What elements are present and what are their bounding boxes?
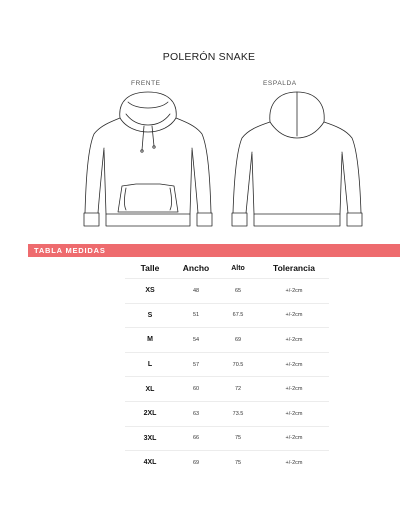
cell-height: 65	[217, 279, 259, 304]
table-row	[125, 451, 329, 475]
cell-height: 69	[217, 328, 259, 353]
front-view-label: FRENTE	[131, 80, 161, 87]
cell-width: 69	[175, 451, 217, 475]
cell-tolerance: +/-2cm	[259, 303, 329, 328]
section-band	[28, 244, 400, 257]
cell-height: 72	[217, 377, 259, 402]
hoodie-back-sketch	[228, 88, 366, 234]
cell-height: 67.5	[217, 303, 259, 328]
cell-size: M	[125, 328, 175, 353]
cell-tolerance: +/-2cm	[259, 352, 329, 377]
header-talle: Talle	[140, 263, 160, 273]
table-header-row	[125, 258, 329, 279]
table-row	[125, 426, 329, 451]
cell-width: 51	[175, 303, 217, 328]
section-title: TABLA MEDIDAS	[34, 246, 106, 255]
cell-size: 4XL	[125, 451, 175, 475]
table-row	[125, 401, 329, 426]
table-row	[125, 303, 329, 328]
cell-size: XL	[125, 377, 175, 402]
table-row	[125, 279, 329, 304]
cell-height: 75	[217, 451, 259, 475]
cell-height: 75	[217, 426, 259, 451]
size-table	[125, 258, 329, 475]
cell-size: S	[125, 303, 175, 328]
cell-size: 2XL	[125, 401, 175, 426]
header-alto: Alto	[231, 264, 245, 272]
cell-tolerance: +/-2cm	[259, 279, 329, 304]
product-title: POLERÓN SNAKE	[162, 51, 256, 63]
cell-tolerance: +/-2cm	[259, 426, 329, 451]
table-row	[125, 352, 329, 377]
cell-width: 63	[175, 401, 217, 426]
cell-height: 70.5	[217, 352, 259, 377]
cell-width: 48	[175, 279, 217, 304]
cell-width: 57	[175, 352, 217, 377]
header-ancho: Ancho	[182, 263, 210, 273]
header-tolerancia: Tolerancia	[273, 263, 315, 273]
cell-tolerance: +/-2cm	[259, 328, 329, 353]
cell-tolerance: +/-2cm	[259, 377, 329, 402]
cell-tolerance: +/-2cm	[259, 451, 329, 475]
cell-width: 66	[175, 426, 217, 451]
cell-size: XS	[125, 279, 175, 304]
cell-height: 73.5	[217, 401, 259, 426]
cell-size: 3XL	[125, 426, 175, 451]
cell-width: 54	[175, 328, 217, 353]
table-row	[125, 328, 329, 353]
table-row	[125, 377, 329, 402]
cell-size: L	[125, 352, 175, 377]
cell-tolerance: +/-2cm	[259, 401, 329, 426]
cell-width: 60	[175, 377, 217, 402]
hoodie-front-sketch	[80, 88, 218, 234]
back-view-label: ESPALDA	[263, 80, 297, 87]
